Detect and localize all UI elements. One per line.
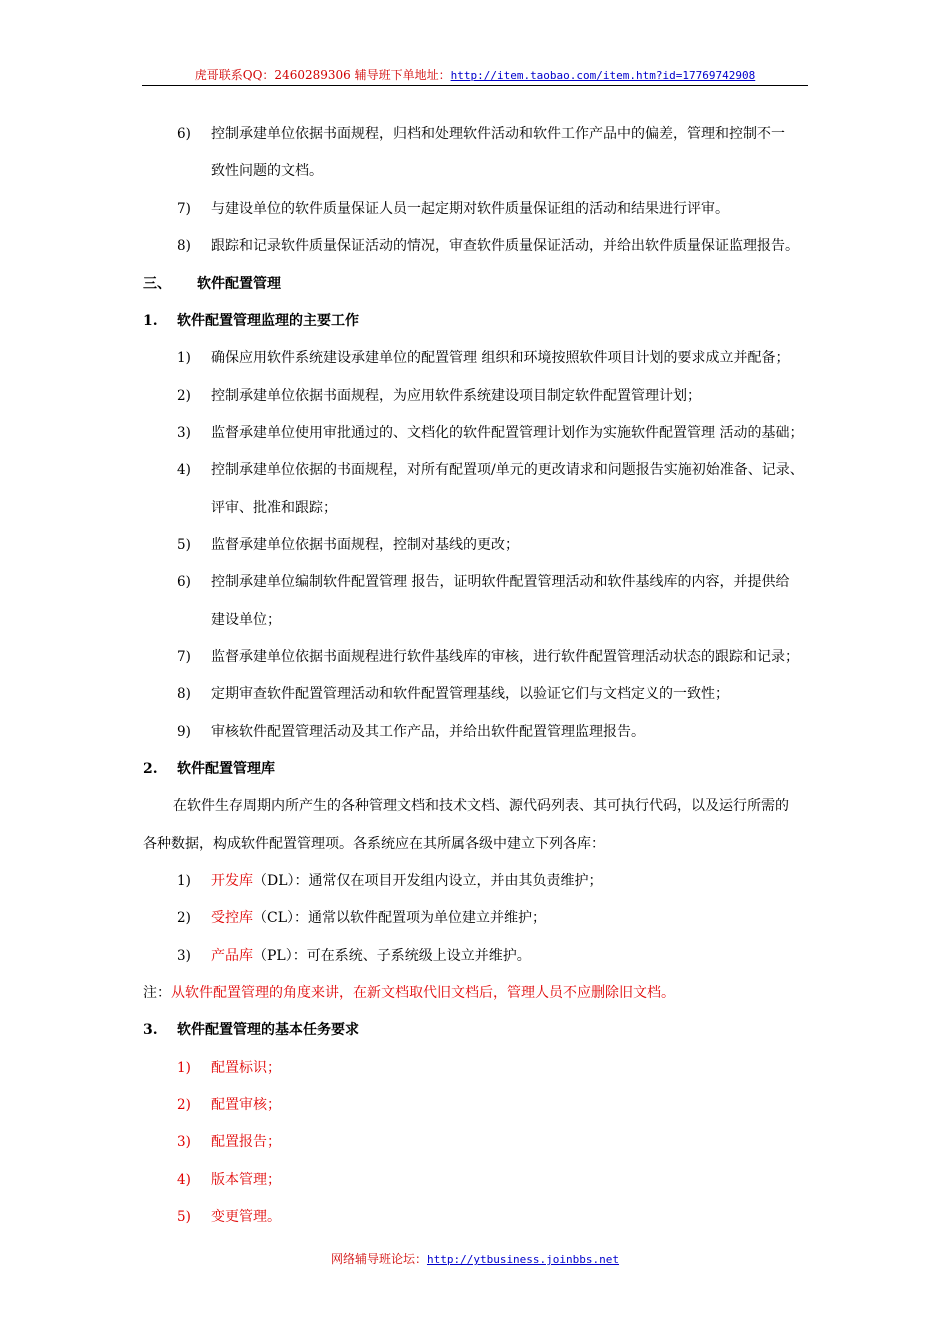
subsection-number: 1. [143,313,158,329]
list-item-text: 评审、批准和跟踪； [211,500,337,516]
list-item-text: 监督承建单位使用审批通过的、文档化的软件配置管理计划作为实施软件配置管理 活动的基础； [211,425,804,441]
subsection-number: 3. [143,1022,158,1038]
library-desc: （DL）：通常仅在项目开发组内设立，并由其负责维护； [253,873,603,889]
list-number: 8) [177,686,191,702]
list-number: 6) [177,126,191,142]
list-item-text: 与建设单位的软件质量保证人员一起定期对软件质量保证组的活动和结果进行评审。 [211,201,729,217]
list-item-text: 监督承建单位依据书面规程进行软件基线库的审核，进行软件配置管理活动状态的跟踪和记录； [211,649,799,665]
page-header [142,66,808,86]
task-item: 配置标识； [211,1060,281,1076]
section-title: 软件配置管理 [197,276,281,292]
list-item-text: 跟踪和记录软件质量保证活动的情况，审查软件质量保证活动，并给出软件质量保证监理报告。 [211,238,799,254]
list-number: 4) [177,1172,191,1188]
list-item-text: 控制承建单位依据书面规程，归档和处理软件活动和软件工作产品中的偏差，管理和控制不一 [211,126,785,142]
subsection-title: 软件配置管理监理的主要工作 [177,313,359,329]
list-number: 7) [177,201,191,217]
library-item [211,872,603,890]
list-number: 2) [177,910,191,926]
list-item-text: 建设单位； [211,612,281,628]
library-desc: （CL）：通常以软件配置项为单位建立并维护； [253,910,547,926]
list-number: 3) [177,425,191,441]
task-item: 配置审核； [211,1097,281,1113]
library-name: 产品库 [211,948,253,964]
header-contact: 虎哥联系QQ：2460289306 辅导班下单地址： [194,68,451,82]
list-item-text: 致性问题的文档。 [211,163,323,179]
page-footer [0,1250,950,1267]
note-label: 注： [143,985,171,1001]
list-number: 8) [177,238,191,254]
paragraph-line: 在软件生存周期内所产生的各种管理文档和技术文档、源代码列表、其可执行代码，以及运行所需的 [173,798,789,814]
list-number: 6) [177,574,191,590]
list-number: 1) [177,350,191,366]
list-number: 2) [177,388,191,404]
footer-link[interactable]: http://ytbusiness.joinbbs.net [426,1253,620,1266]
list-item-text: 审核软件配置管理活动及其工作产品，并给出软件配置管理监理报告。 [211,724,645,740]
list-item-text: 控制承建单位编制软件配置管理 报告，证明软件配置管理活动和软件基线库的内容，并提供给 [211,574,790,590]
library-item [211,947,531,965]
list-item-text: 控制承建单位依据的书面规程，对所有配置项/单元的更改请求和问题报告实施初始准备、记录、 [211,462,804,478]
paragraph-line: 各种数据，构成软件配置管理项。各系统应在其所属各级中建立下列各库： [143,836,605,852]
task-item: 变更管理。 [211,1209,281,1225]
library-name: 受控库 [211,910,253,926]
list-number: 4) [177,462,191,478]
list-number: 5) [177,1209,191,1225]
library-desc: （PL）：可在系统、子系统级上设立并维护。 [253,948,531,964]
task-item: 版本管理； [211,1172,281,1188]
library-name: 开发库 [211,873,253,889]
task-item: 配置报告； [211,1134,281,1150]
list-number: 1) [177,873,191,889]
list-number: 3) [177,1134,191,1150]
subsection-title: 软件配置管理的基本任务要求 [177,1022,359,1038]
header-link[interactable]: http://item.taobao.com/item.htm?id=17769742908 [450,69,756,82]
list-number: 3) [177,948,191,964]
list-item-text: 控制承建单位依据书面规程，为应用软件系统建设项目制定软件配置管理计划； [211,388,701,404]
note [143,984,675,1002]
subsection-title: 软件配置管理库 [177,761,275,777]
subsection-number: 2. [143,761,158,777]
list-number: 9) [177,724,191,740]
list-number: 7) [177,649,191,665]
list-item-text: 定期审查软件配置管理活动和软件配置管理基线，以验证它们与文档定义的一致性； [211,686,729,702]
list-item-text: 监督承建单位依据书面规程，控制对基线的更改； [211,537,519,553]
list-number: 5) [177,537,191,553]
list-number: 2) [177,1097,191,1113]
footer-label: 网络辅导班论坛： [330,1252,427,1266]
note-text: 从软件配置管理的角度来讲，在新文档取代旧文档后，管理人员不应删除旧文档。 [171,985,675,1001]
section-number: 三、 [143,276,171,292]
list-item-text: 确保应用软件系统建设承建单位的配置管理 组织和环境按照软件项目计划的要求成立并配备； [211,350,790,366]
list-number: 1) [177,1060,191,1076]
library-item [211,909,546,927]
